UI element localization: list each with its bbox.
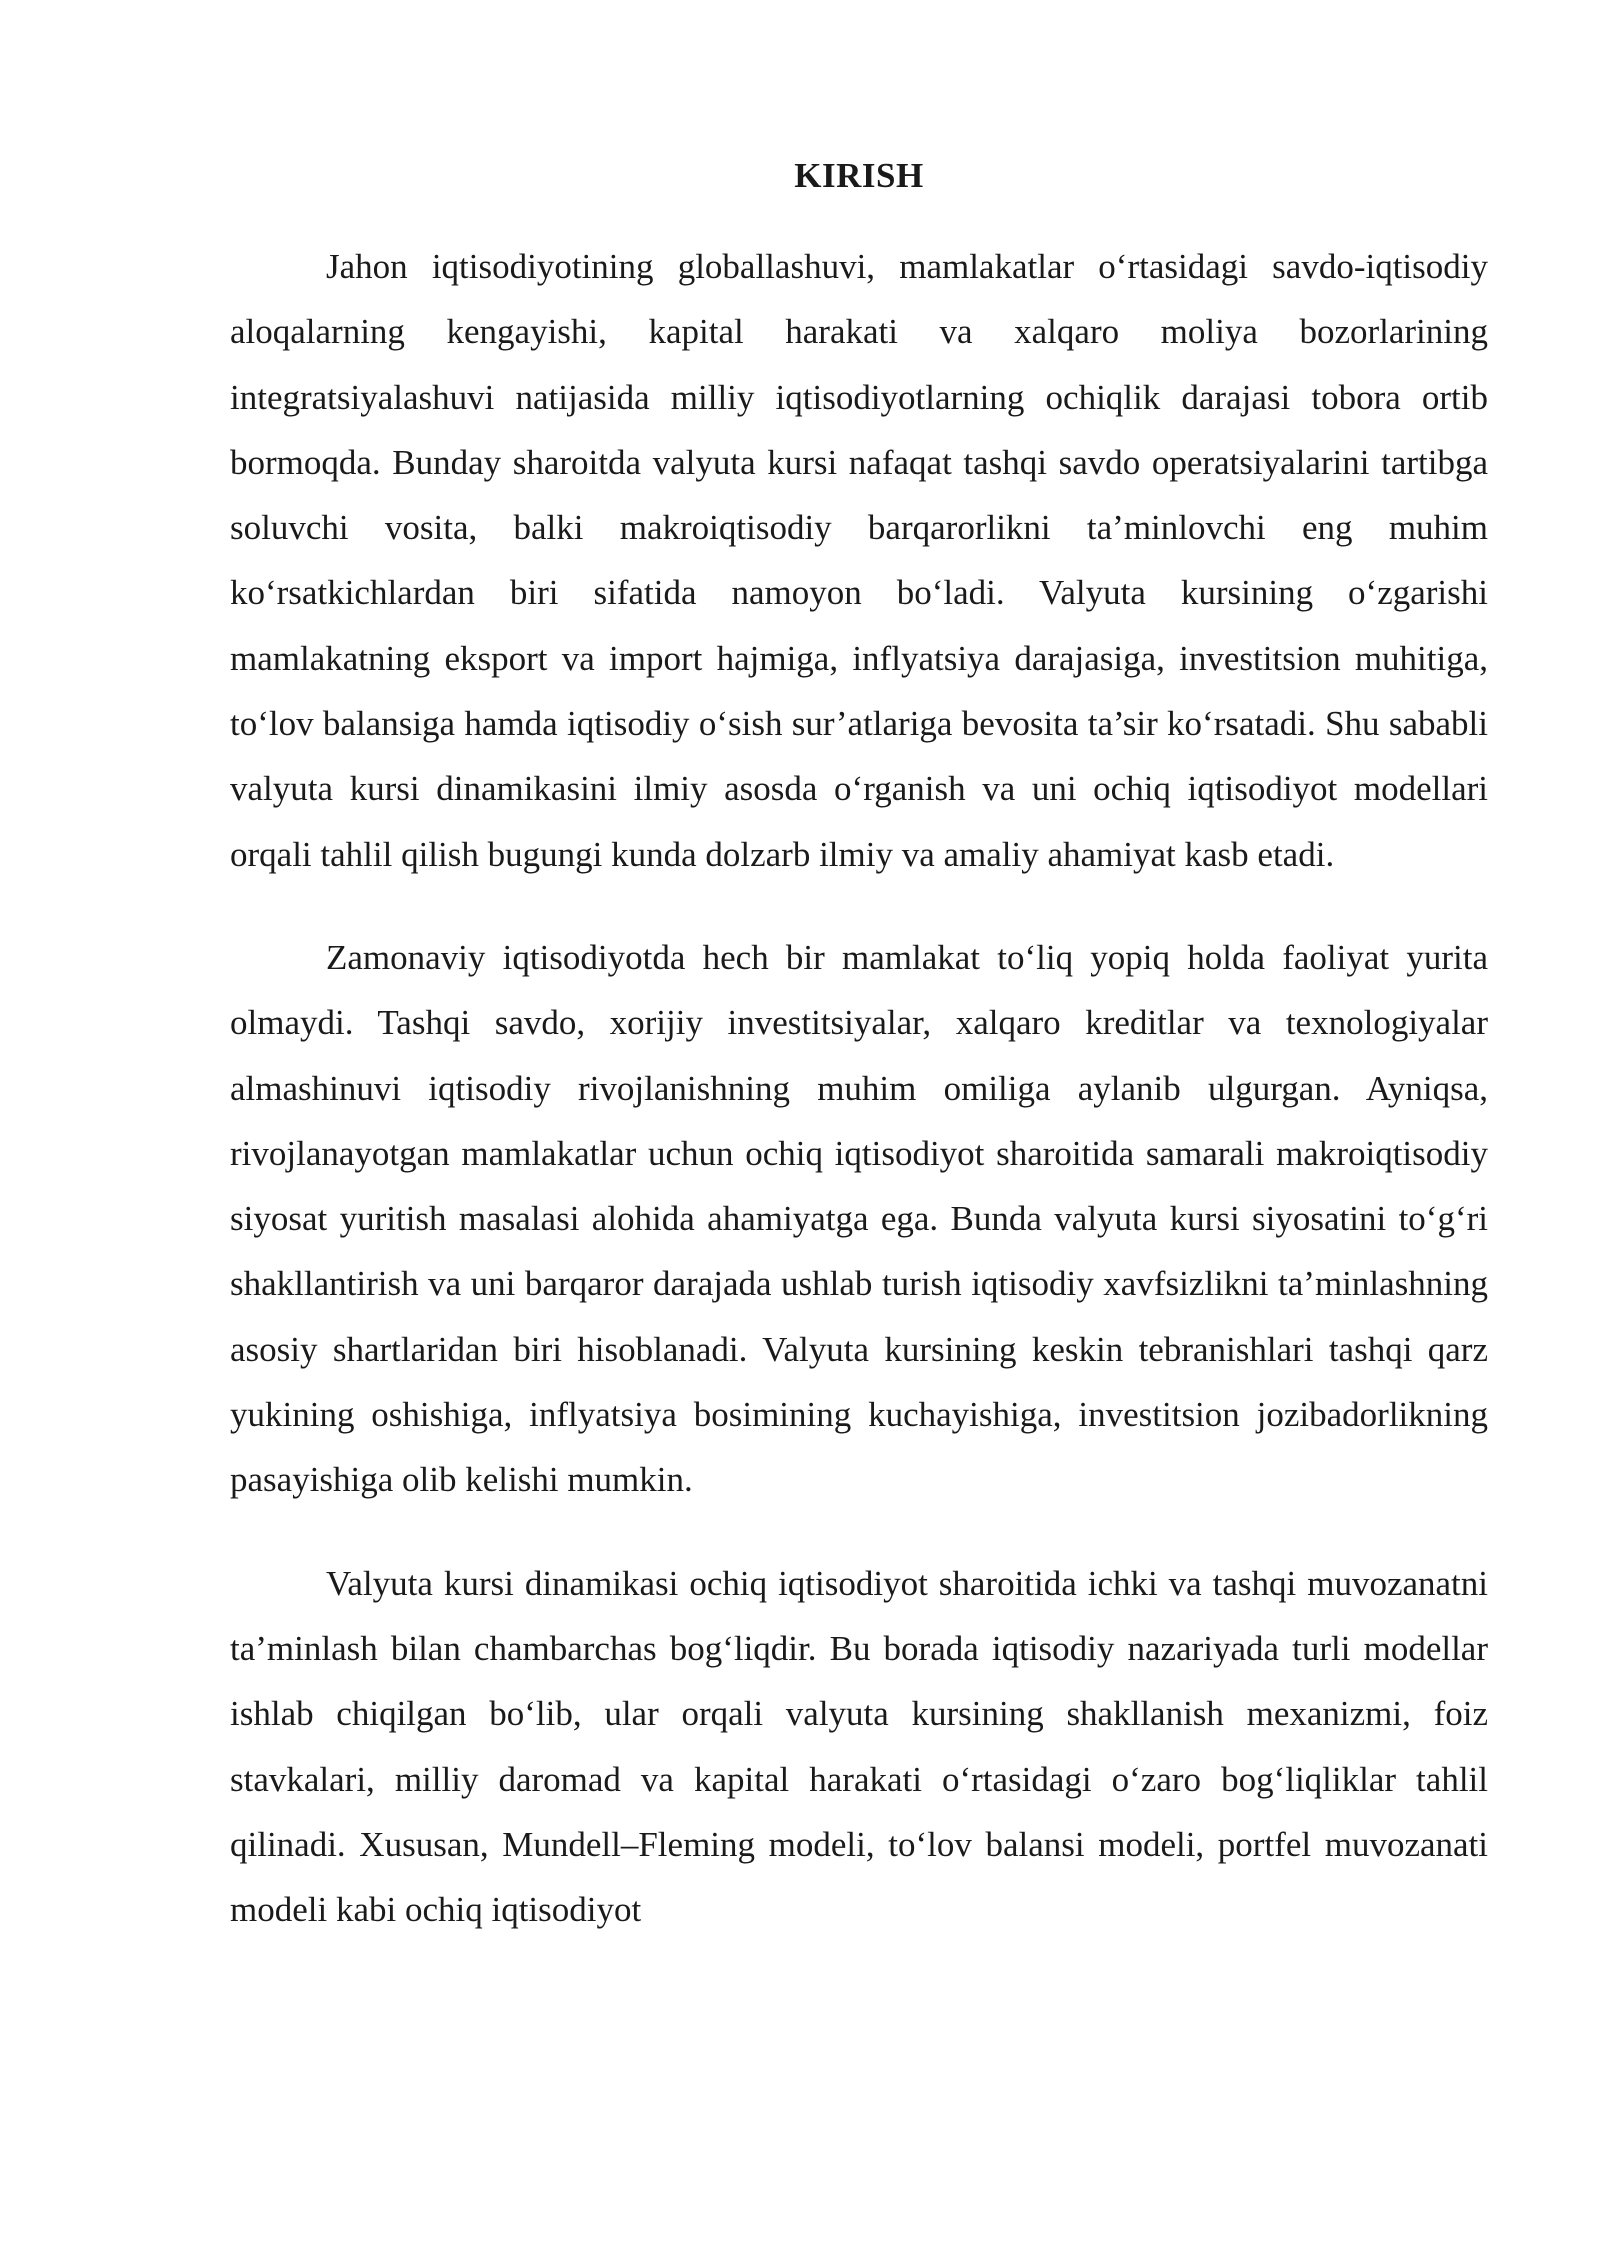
document-body	[230, 148, 1488, 1942]
section-title: KIRISH	[794, 156, 924, 195]
paragraph-1: Jahon iqtisodiyotining globallashuvi, mamlakatlar o‘rtasidagi savdo-iqtisodiy aloqalarning kengayishi, kapital harakati va xalqaro moliya bozorlarining integratsiyalashuvi natijasida milliy iqtisodiyotlarning ochiqlik darajasi tobora ortib bormoqda. Bunday sharoitda valyuta kursi nafaqat tashqi savdo operatsiyalarini tartibga soluvchi vosita, balki makroiqtisodiy barqarorlikni ta’minlovchi eng muhim ko‘rsatkichlardan biri sifatida namoyon bo‘ladi. Valyuta kursining o‘zgarishi mamlakatning eksport va import hajmiga, inflyatsiya darajasiga, investitsion muhitiga, to‘lov balansiga hamda iqtisodiy o‘sish sur’atlariga bevosita ta’sir ko‘rsatadi. Shu sababli valyuta kursi dinamikasini ilmiy asosda o‘rganish va uni ochiq iqtisodiyot modellari orqali tahlil qilish bugungi kunda dolzarb ilmiy va amaliy ahamiyat kasb etadi.	[230, 247, 1488, 874]
paragraph-3: Valyuta kursi dinamikasi ochiq iqtisodiyot sharoitida ichki va tashqi muvozanatni ta’minlash bilan chambarchas bog‘liqdir. Bu borada iqtisodiy nazariyada turli modellar ishlab chiqilgan bo‘lib, ular orqali valyuta kursining shakllanish mexanizmi, foiz stavkalari, milliy daromad va kapital harakati o‘rtasidagi o‘zaro bog‘liqliklar tahlil qilinadi. Xususan, Mundell–Fleming modeli, to‘lov balansi modeli, portfel muvozanati modeli kabi ochiq iqtisodiyot	[230, 1563, 1488, 1930]
paragraph-2: Zamonaviy iqtisodiyotda hech bir mamlakat to‘liq yopiq holda faoliyat yurita olmaydi. Tashqi savdo, xorijiy investitsiyalar, xalqaro kreditlar va texnologiyalar almashinuvi iqtisodiy rivojlanishning muhim omiliga aylanib ulgurgan. Ayniqsa, rivojlanayotgan mamlakatlar uchun ochiq iqtisodiyot sharoitida samarali makroiqtisodiy siyosat yuritish masalasi alohida ahamiyatga ega. Bunda valyuta kursi siyosatini to‘g‘ri shakllantirish va uni barqaror darajada ushlab turish iqtisodiy xavfsizlikni ta’minlashning asosiy shartlaridan biri hisoblanadi. Valyuta kursining keskin tebranishlari tashqi qarz yukining oshishiga, inflyatsiya bosimining kuchayishiga, investitsion jozibadorlikning pasayishiga olib kelishi mumkin.	[230, 937, 1488, 1500]
